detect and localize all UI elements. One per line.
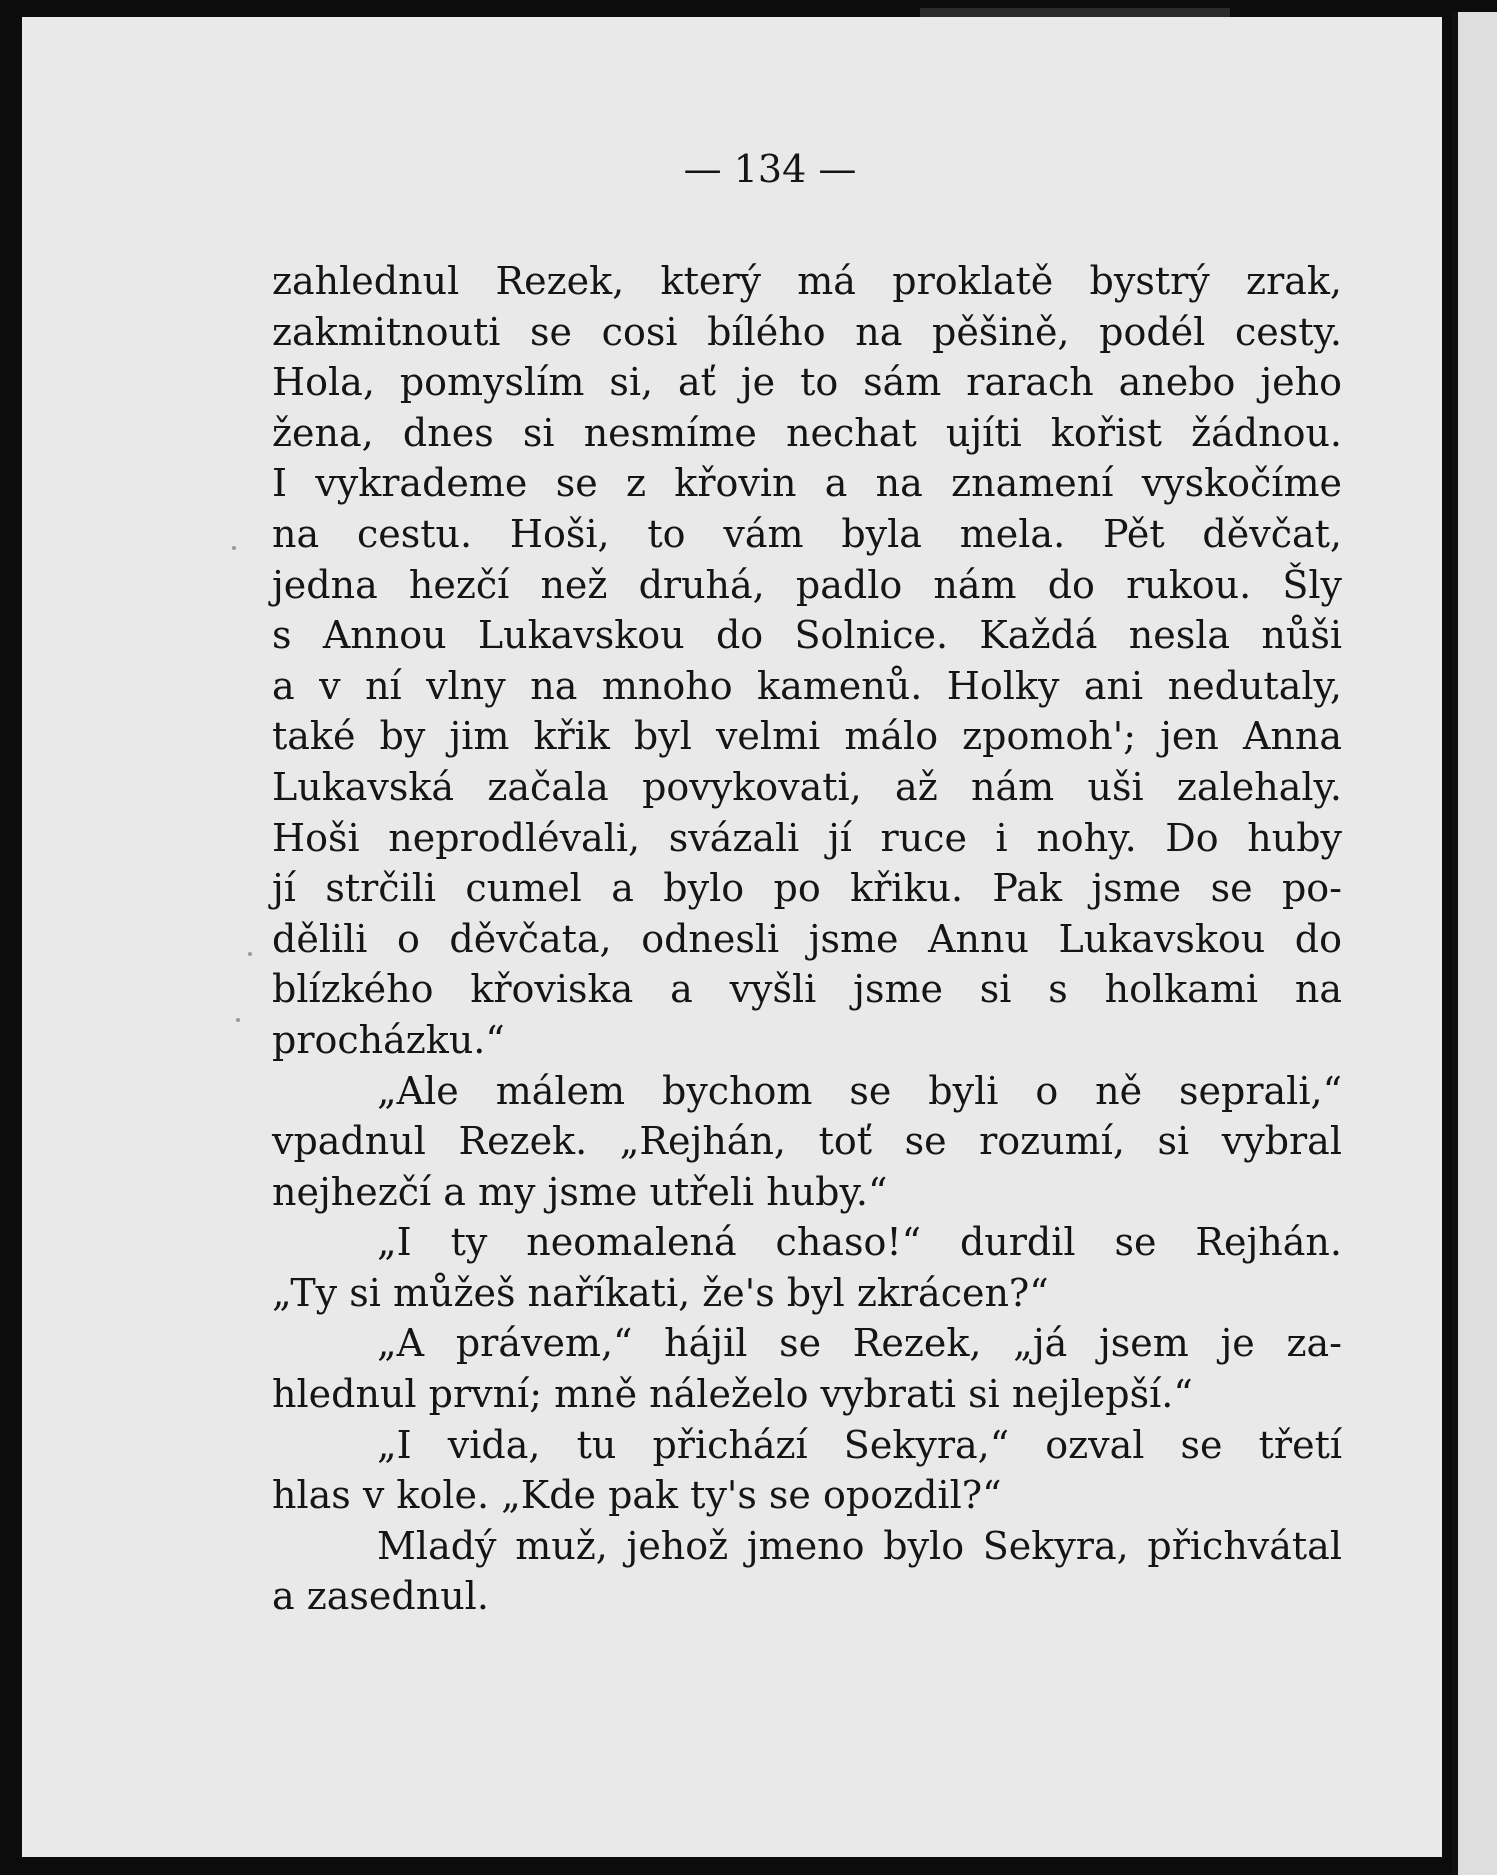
- text-line: žena, dnes si nesmíme nechat ujíti kořist žádnou.: [272, 410, 1342, 455]
- text-line: na cestu. Hoši, to vám byla mela. Pět děvčat,: [272, 511, 1342, 556]
- body-text: [272, 256, 1342, 1622]
- text-line: také by jim křik byl velmi málo zpomoh'; jen Anna: [272, 714, 1342, 759]
- text-line: hlas v kole. „Kde pak ty's se opozdil?“: [272, 1473, 1002, 1518]
- text-line: Mladý muž, jehož jmeno bylo Sekyra, přichvátal: [377, 1523, 1342, 1568]
- text-line: dělili o děvčata, odnesli jsme Annu Lukavskou do: [272, 916, 1342, 961]
- text-line: blízkého křoviska a vyšli jsme si s holkami na: [272, 967, 1342, 1012]
- text-line: nejhezčí a my jsme utřeli huby.“: [272, 1169, 888, 1214]
- paper-speck: [232, 546, 236, 550]
- page-number: — 134 —: [683, 147, 857, 191]
- text-line: Hoši neprodlévali, svázali jí ruce i nohy. Do huby: [272, 815, 1342, 860]
- text-line: jí strčili cumel a bylo po křiku. Pak jsme se po-: [272, 866, 1342, 911]
- paper-speck: [236, 1018, 240, 1022]
- text-line: I vykrademe se z křovin a na znamení vyskočíme: [272, 461, 1342, 506]
- text-line: a zasednul.: [272, 1574, 489, 1619]
- text-line: zakmitnouti se cosi bílého na pěšině, podél cesty.: [272, 309, 1342, 354]
- paper-speck: [248, 952, 252, 956]
- text-line: Hola, pomyslím si, ať je to sám rarach anebo jeho: [272, 360, 1342, 405]
- text-line: hlednul první; mně náleželo vybrati si nejlepší.“: [272, 1372, 1193, 1417]
- text-line: vpadnul Rezek. „Rejhán, toť se rozumí, si vybral: [272, 1119, 1342, 1164]
- text-line: s Annou Lukavskou do Solnice. Každá nesla nůši: [272, 613, 1342, 658]
- adjacent-page-edge: [1452, 12, 1497, 1875]
- text-line: „I ty neomalená chaso!“ durdil se Rejhán.: [377, 1220, 1342, 1265]
- text-line: zahlednul Rezek, který má proklatě bystrý zrak,: [272, 259, 1342, 303]
- text-line: „I vida, tu přichází Sekyra,“ ozval se třetí: [377, 1422, 1342, 1467]
- text-line: „A právem,“ hájil se Rezek, „já jsem je za-: [377, 1321, 1342, 1366]
- text-line: a v ní vlny na mnoho kamenů. Holky ani nedutaly,: [272, 663, 1342, 708]
- text-line: „Ty si můžeš naříkati, že's byl zkrácen?“: [272, 1270, 1049, 1315]
- text-line: „Ale málem bychom se byli o ně seprali,“: [377, 1068, 1342, 1113]
- text-line: procházku.“: [272, 1017, 505, 1062]
- page-gutter-shadow: [1452, 12, 1458, 1875]
- text-line: Lukavská začala povykovati, až nám uši zalehaly.: [272, 764, 1342, 809]
- text-line: jedna hezčí než druhá, padlo nám do rukou. Šly: [272, 562, 1342, 607]
